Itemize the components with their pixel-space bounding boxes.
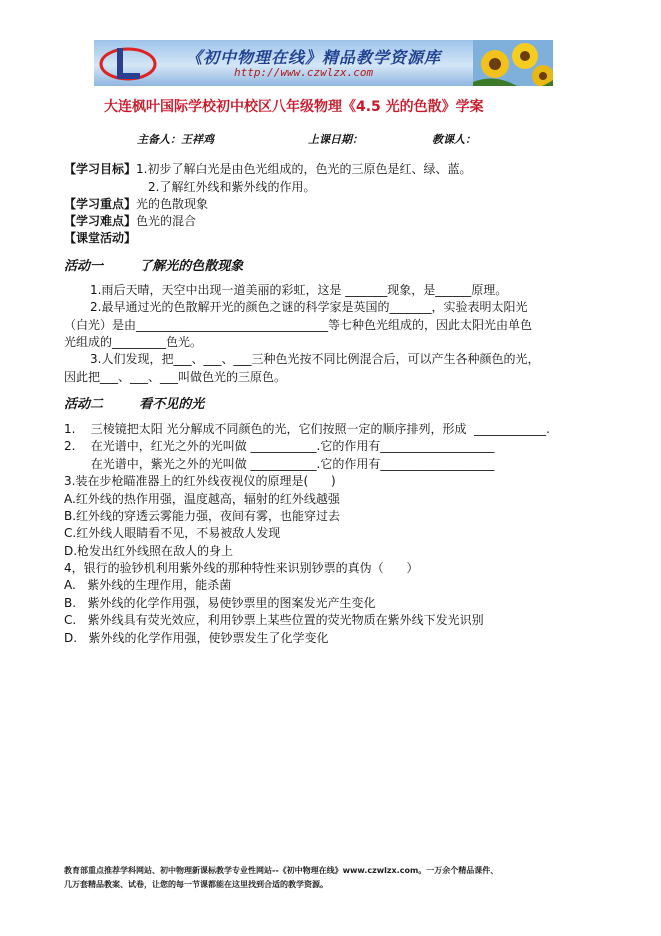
activity1-heading: 活动一 了解光的色散现象 (64, 259, 244, 274)
difficulty-text: 色光的混合 (136, 214, 197, 228)
activity2-line: 2. 在光谱中，红光之外的光叫做 ___________.它的作用有___________________ (64, 439, 495, 453)
question-4: 4，银行的验钞机利用紫外线的那种特性来识别钞票的真伪（ ） (64, 561, 419, 575)
option-item: D.枪发出红外线照在敌人的身上 (64, 544, 234, 558)
question-3: 3.装在步枪瞄准器上的红外线夜视仪的原理是( ) (64, 474, 336, 488)
activity2-line: 1. 三棱镜把太阳 光分解成不同颜色的光，它们按照一定的顺序排列，形成 ____________. (64, 422, 550, 436)
option-item: A. 紫外线的生理作用，能杀菌 (64, 578, 232, 592)
option-item: A.红外线的热作用强，温度越高，辐射的红外线越强 (64, 492, 340, 506)
option-item: D. 紫外线的化学作用强，使钞票发生了化学变化 (64, 631, 329, 645)
key-text: 光的色散现象 (136, 197, 209, 211)
teacher-label: 教课人： (432, 133, 476, 146)
goals-label: 【学习目标】 (64, 162, 137, 176)
option-item: C.红外线人眼睛看不见，不易被敌人发现 (64, 526, 281, 540)
footer-line-2: 几万套精品教案、试卷，让您的每一节课都能在这里找到合适的教学资源。 (64, 880, 328, 889)
activity1-line: 1.雨后天晴，天空中出现一道美丽的彩虹，这是 _______现象，是______原理。 (90, 283, 508, 297)
key-row (64, 195, 208, 212)
activity2-heading: 活动二 看不见的光 (64, 397, 205, 412)
page-title: 大连枫叶国际学校初中校区八年级物理《4.5 光的色散》学案 (104, 99, 484, 115)
activity1-line: 3.人们发现，把___、___、___三种色光按不同比例混合后，可以产生各种颜色的光， (90, 352, 540, 366)
author-label: 主备人：王祥鸡 (137, 133, 214, 146)
goals-line-1: 1.初步了解白光是由色光组成的，色光的三原色是红、绿、蓝。 (136, 162, 472, 176)
activity2-line: 在光谱中，紫光之外的光叫做 ___________.它的作用有___________________ (64, 457, 495, 471)
footer-line-1: 教育部重点推荐学科网站、初中物理新课标教学专业性网站--《初中物理在线》www.czwlzx.com。一万余个精品课件、 (64, 866, 499, 875)
option-item: C. 紫外线具有荧光效应，利用钞票上某些位置的荧光物质在紫外线下发光识别 (64, 613, 484, 627)
date-label: 上课日期： (308, 133, 363, 146)
key-label: 【学习重点】 (64, 197, 137, 211)
goals-line-2: 2.了解红外线和紫外线的作用。 (148, 180, 316, 194)
site-logo-icon (98, 42, 158, 84)
activity1-line: （白光）是由________________________________等七种色光组成的，因此太阳光由单色 (64, 318, 533, 332)
header-banner (94, 40, 553, 86)
activity1-line: 因此把___、___、___叫做色光的三原色。 (64, 370, 287, 384)
goals-row (64, 160, 471, 177)
activity1-line: 光组成的_________色光。 (64, 335, 203, 349)
activity1-line: 2.最早通过光的色散解开光的颜色之谜的科学家是英国的_______，实验表明太阳光 (90, 300, 528, 314)
option-item: B.红外线的穿透云雾能力强，夜间有雾，也能穿过去 (64, 509, 341, 523)
sunflower-icon (473, 40, 553, 86)
difficulty-label: 【学习难点】 (64, 214, 137, 228)
activity-label: 【课堂活动】 (64, 231, 137, 245)
option-item: B. 紫外线的化学作用强，易使钞票里的图案发光产生变化 (64, 596, 376, 610)
banner-url[interactable]: http://www.czwlzx.com (234, 66, 374, 79)
difficulty-row (64, 212, 196, 229)
banner-title: 《初中物理在线》精品教学资源库 (186, 48, 442, 67)
